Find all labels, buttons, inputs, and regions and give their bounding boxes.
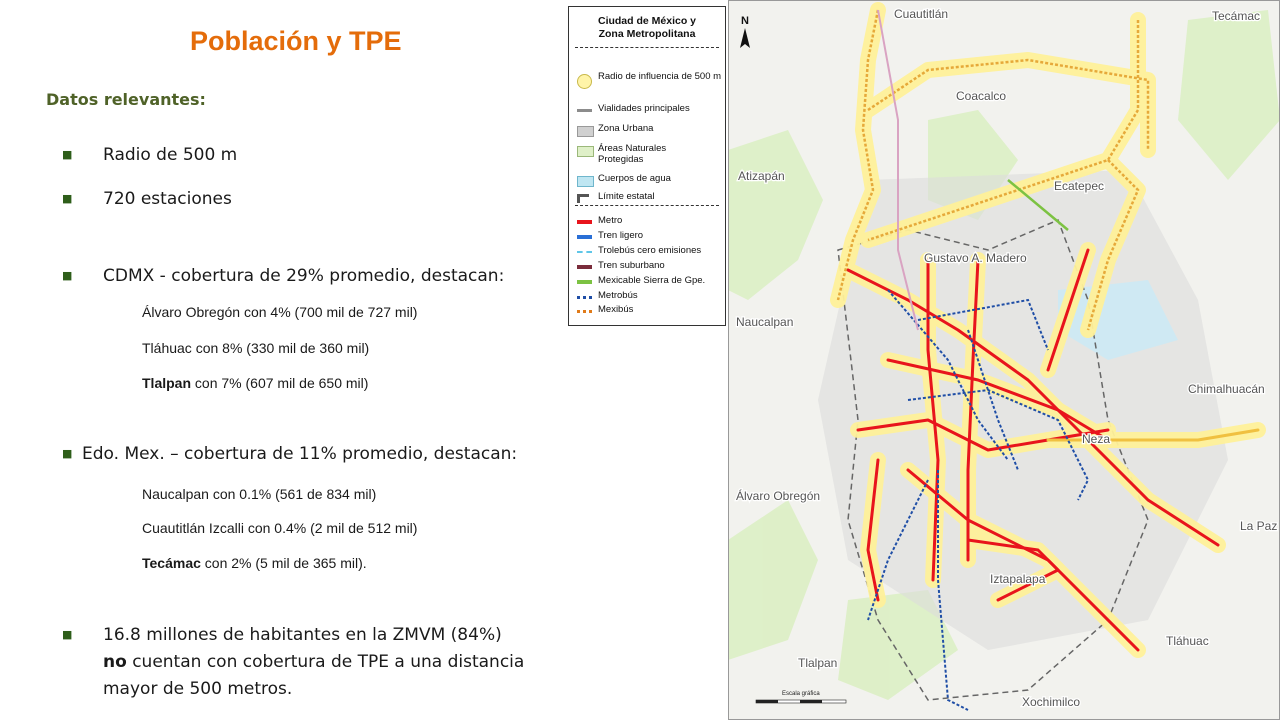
place-label: Cuautitlán (894, 7, 949, 21)
slide-title: Población y TPE (190, 26, 402, 56)
place-label: Tláhuac (1166, 634, 1209, 648)
bullet-population: ■ 16.8 millones de habitantes en la ZMVM (84%) no cuentan con cobertura de TPE a una distancia mayor de 500 metros. (62, 625, 525, 699)
metrobus-line-icon (577, 296, 592, 299)
bullet-radius: ■ Radio de 500 m (62, 145, 238, 165)
bullet-edomex: ■ Edo. Mex. – cobertura de 11% promedio, destacan: (62, 444, 518, 464)
place-label: Xochimilco (1022, 695, 1081, 709)
square-bullet-icon: ■ (62, 269, 73, 282)
water-body-icon (577, 176, 594, 187)
bullet-stations: ■ 720 estaciones (62, 189, 232, 209)
place-label: Ecatepec (1054, 179, 1105, 193)
legend-divider (575, 47, 719, 48)
buffer-circle-icon (577, 74, 592, 89)
square-bullet-icon: ■ (62, 447, 73, 460)
cable-car-icon (577, 280, 592, 284)
cdmx-item: Álvaro Obregón con 4% (700 mil de 727 mil) (142, 304, 418, 320)
transit-coverage-map (728, 0, 1280, 720)
light-rail-icon (577, 235, 592, 239)
legend-item-urban: Zona Urbana (577, 123, 722, 139)
place-label: Chimalhuacán (1188, 382, 1265, 396)
legend-item-metro: Metro (577, 215, 722, 231)
legend-item-water: Cuerpos de agua (577, 173, 722, 189)
legend-title: Ciudad de México y Zona Metropolitana (597, 15, 697, 40)
cdmx-item: Tláhuac con 8% (330 mil de 360 mil) (142, 340, 370, 356)
legend-item-mexicable: Mexicable Sierra de Gpe. (577, 275, 722, 291)
bullet-cdmx: ■ CDMX - cobertura de 29% promedio, destacan: (62, 266, 505, 286)
legend-item-buffer: Radio de influencia de 500 m (577, 71, 722, 97)
place-label: Tlalpan (798, 656, 838, 670)
legend-item-mexibus: Mexibús (577, 304, 722, 320)
urban-area-icon (577, 126, 594, 137)
legend-item-suburban: Tren suburbano (577, 260, 722, 276)
legend-item-trolleybus: Trolebús cero emisiones (577, 245, 722, 261)
square-bullet-icon: ■ (62, 628, 73, 641)
trolleybus-line-icon (577, 251, 592, 253)
legend-item-state-limit: Límite estatal (577, 191, 722, 207)
place-label: Tecámac (1212, 9, 1261, 23)
suburban-train-icon (577, 265, 592, 269)
road-line-icon (577, 109, 592, 112)
square-bullet-icon: ■ (62, 192, 73, 205)
place-label: Gustavo A. Madero (924, 251, 1027, 265)
edomex-item: Cuautitlán Izcalli con 0.4% (2 mil de 512 mil) (142, 520, 418, 536)
legend-item-light-rail: Tren ligero (577, 230, 722, 246)
place-label: Atizapán (738, 169, 785, 183)
place-label: Iztapalapa (990, 572, 1046, 586)
legend-item-roads: Vialidades principales (577, 103, 722, 119)
mexibus-line-icon (577, 310, 592, 313)
place-label: Neza (1082, 432, 1111, 446)
cdmx-item: Tlalpan con 7% (607 mil de 650 mil) (142, 375, 369, 391)
section-subtitle: Datos relevantes: (46, 90, 206, 109)
protected-area-icon (577, 146, 594, 157)
svg-text:N: N (741, 15, 749, 27)
state-limit-icon (577, 194, 589, 203)
map-legend (568, 6, 726, 326)
place-label: La Paz (1240, 519, 1278, 533)
edomex-item: Naucalpan con 0.1% (561 de 834 mil) (142, 486, 377, 502)
legend-item-metrobus: Metrobús (577, 290, 722, 306)
legend-item-protected: Áreas Naturales Protegidas (577, 143, 722, 169)
place-label: Naucalpan (736, 315, 794, 329)
metro-line-icon (577, 220, 592, 224)
square-bullet-icon: ■ (62, 148, 73, 161)
edomex-item: Tecámac con 2% (5 mil de 365 mil). (142, 555, 367, 571)
svg-text:Escala gráfica: Escala gráfica (782, 691, 820, 697)
place-label: Coacalco (956, 89, 1007, 103)
legend-divider (575, 205, 719, 206)
place-label: Álvaro Obregón (736, 489, 821, 503)
